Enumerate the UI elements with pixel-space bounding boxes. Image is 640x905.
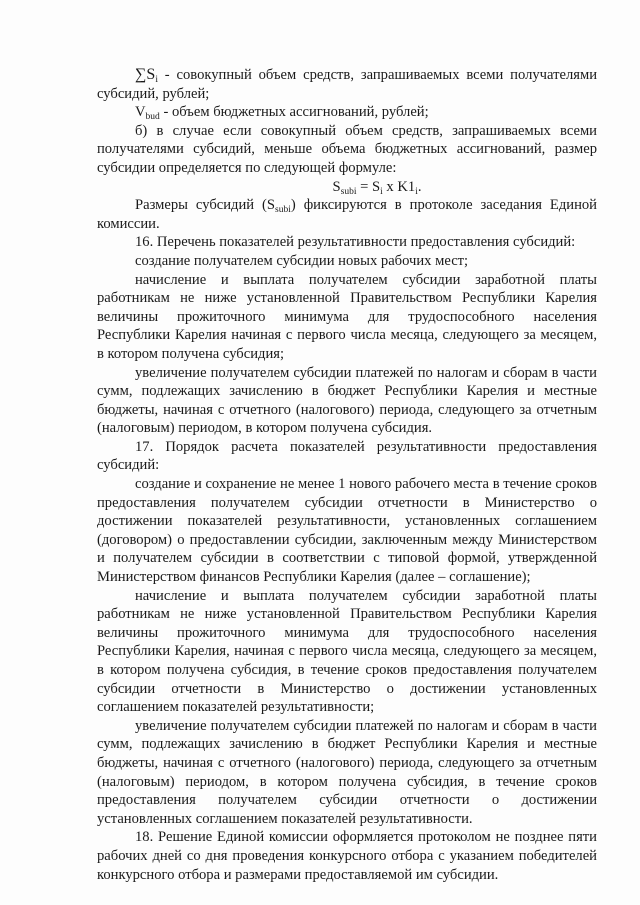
document-body [97,66,597,884]
paragraph-16: 16. Перечень показателей результативности предоставления субсидий: [135,234,576,251]
subsidy-formula [97,178,597,197]
sizes-text-pre: Размеры субсидий (S [135,197,276,214]
formula-lhs-sub: subi [340,186,357,197]
sum-definition [97,66,597,103]
sum-subscript: i [155,75,158,85]
paragraph-17-item-a: создание и сохранение не менее 1 нового рабочего места в течение сроков предоставления получателем субсидии отчетности в Министерство о достижении показателей результативности, установленных соглашением (договором) о предоставлении субсидии, заключенным между Министерством и получателем субсидии в соответствии с типовой формой, утвержденной Министерством финансов Республики Карелия (далее – соглашение); [97,476,597,586]
paragraph-16-item-b: начисление и выплата получателем субсидии заработной платы работникам не ниже установленной Правительством Республики Карелия величины прожиточного минимума для трудоспособного населения Республики Карелия начиная с первого числа месяца, следующего за месяцем, в котором получена субсидия; [97,271,597,362]
sizes-subscript: subi [275,205,291,216]
formula-mid-sub: i [380,186,383,197]
formula-rhs: x K1 [382,178,416,195]
vbud-symbol: V [135,104,146,121]
clause-b: б) в случае если совокупный объем средств, запрашиваемых всеми получателями субсидий, меньше объема бюджетных ассигнований, размер субсидии определяется по следующей формуле: [97,122,597,176]
sum-symbol: ∑S [135,66,156,83]
subsidy-sizes [97,196,597,233]
paragraph-16-item-c: увеличение получателем субсидии платежей по налогам и сборам в части сумм, подлежащих зачислению в бюджет Республики Карелия и местные бюджеты, начиная с отчетного (налогового) периода, следующего за отчетным (налоговым) периодом, в котором получена субсидия. [97,364,597,437]
paragraph-17: 17. Порядок расчета показателей результативности предоставления субсидий: [97,438,597,474]
formula-lhs: S [332,178,341,195]
formula-mid: = S [356,178,381,195]
formula-end: . [417,178,422,195]
sizes-text-post: ) фиксируются в протоколе заседания Единой комиссии. [97,197,597,232]
sum-description: - совокупный объем средств, запрашиваемых всеми получателями субсидий, рублей; [97,67,597,102]
vbud-subscript: bud [145,112,160,123]
paragraph-17-item-c: увеличение получателем субсидии платежей по налогам и сборам в части сумм, подлежащих зачислению в бюджет Республики Карелия и местные бюджеты, начиная с отчетного (налогового) периода, следующего за отчетным (налоговым) периодом, в котором получена субсидия, в течение сроков предоставления получателем субсидии отчетности о достижении установленных соглашением показателей результативности. [97,717,597,827]
vbud-description: - объем бюджетных ассигнований, рублей; [159,104,429,121]
paragraph-17-item-b: начисление и выплата получателем субсидии заработной платы работникам не ниже установленной Правительством Республики Карелия величины прожиточного минимума для трудоспособного населения Республики Карелия, начиная с первого числа месяца, следующего за месяцем, в котором получена субсидия, в течение сроков предоставления получателем субсидии отчетности в Министерство о достижении установленных соглашением показателей результативности; [97,587,597,716]
paragraph-16-item-a: создание получателем субсидии новых рабочих мест; [135,252,469,269]
formula-rhs-sub: i [415,186,418,197]
vbud-definition [97,103,597,122]
paragraph-18: 18. Решение Единой комиссии оформляется протоколом не позднее пяти рабочих дней со дня проведения конкурсного отбора с указанием победителей конкурсного отбора и размерами предоставляемой им субсидии. [97,829,597,883]
